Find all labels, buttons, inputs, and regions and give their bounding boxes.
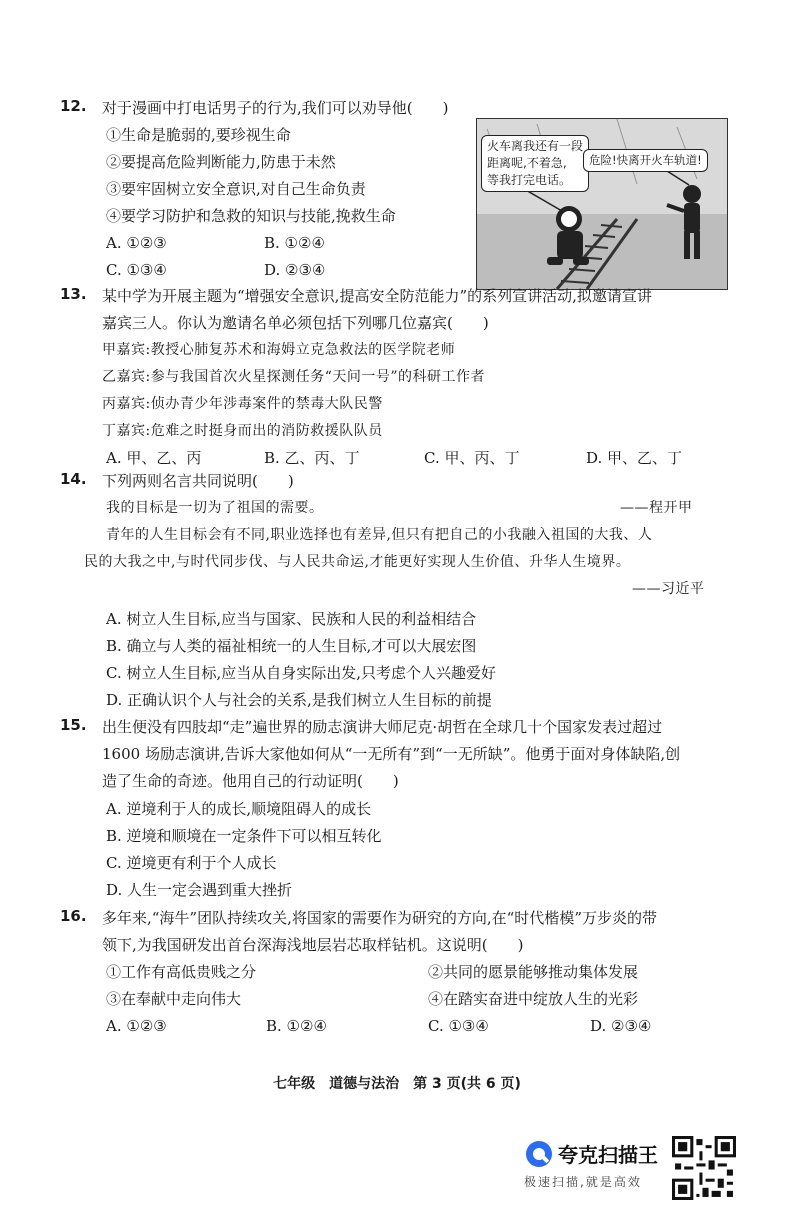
statement-item: ④在踏实奋进中绽放人生的光彩 xyxy=(428,990,639,1008)
guest-item: 丁嘉宾:危难之时挺身而出的消防救援队队员 xyxy=(102,423,383,439)
cartoon-illustration xyxy=(476,118,728,290)
statement-item: ②共同的愿景能够推动集体发展 xyxy=(428,963,639,981)
option-c: C. 逆境更有利于个人成长 xyxy=(106,854,277,872)
guest-item: 丙嘉宾:侦办青少年涉毒案件的禁毒大队民警 xyxy=(102,396,383,412)
question-number: 14. xyxy=(60,470,87,488)
statement-item: ①生命是脆弱的,要珍视生命 xyxy=(106,126,291,144)
question-stem: 出生便没有四肢却“走”遍世界的励志演讲大师尼克·胡哲在全球几十个国家发表过超过 xyxy=(102,718,663,736)
guest-item: 甲嘉宾:教授心肺复苏术和海姆立克急救法的医学院老师 xyxy=(102,342,456,358)
option-a: A. ①②③ xyxy=(106,1017,167,1035)
option-d: D. 甲、乙、丁 xyxy=(586,449,683,467)
question-stem: 1600 场励志演讲,告诉大家他如何从“一无所有”到“一无所缺”。他勇于面对身体缺陷,创 xyxy=(102,745,681,763)
brand-name: 夸克扫描王 xyxy=(558,1143,658,1167)
question-number: 12. xyxy=(60,97,87,115)
question-stem: 领下,为我国研发出首台深海浅地层岩芯取样钻机。这说明( ) xyxy=(102,936,524,954)
page-footer: 七年级 道德与法治 第 3 页(共 6 页) xyxy=(273,1076,521,1092)
option-b: B. ①②④ xyxy=(264,234,325,252)
question-stem: 下列两则名言共同说明( ) xyxy=(102,472,294,490)
qr-code-icon xyxy=(672,1136,736,1200)
option-b: B. ①②④ xyxy=(266,1017,327,1035)
speech-bubble-warning: 危险!快离开火车轨道! xyxy=(583,149,708,172)
quark-logo-icon xyxy=(524,1139,554,1169)
option-d: D. 正确认识个人与社会的关系,是我们树立人生目标的前提 xyxy=(106,691,492,709)
statement-item: ①工作有高低贵贱之分 xyxy=(106,963,257,981)
guest-item: 乙嘉宾:参与我国首次火星探测任务“天问一号”的科研工作者 xyxy=(102,369,486,385)
quote-author: ——习近平 xyxy=(632,581,705,597)
statement-item: ②要提高危险判断能力,防患于未然 xyxy=(106,153,336,171)
option-a: A. 逆境利于人的成长,顺境阻碍人的成长 xyxy=(106,800,372,818)
quote-text: 民的大我之中,与时代同步伐、与人民共命运,才能更好实现人生价值、升华人生境界。 xyxy=(84,554,631,570)
option-a: A. 甲、乙、丙 xyxy=(106,449,202,467)
option-d: D. ②③④ xyxy=(590,1017,652,1035)
option-c: C. 树立人生目标,应当从自身实际出发,只考虑个人兴趣爱好 xyxy=(106,664,497,682)
statement-item: ③在奉献中走向伟大 xyxy=(106,990,242,1008)
bubble-line: 火车离我还有一段 xyxy=(487,139,584,153)
question-stem: 多年来,“海牛”团队持续攻关,将国家的需要作为研究的方向,在“时代楷模”万步炎的带 xyxy=(102,909,657,927)
question-stem: 造了生命的奇迹。他用自己的行动证明( ) xyxy=(102,772,399,790)
question-stem: 嘉宾三人。你认为邀请名单必须包括下列哪几位嘉宾( ) xyxy=(102,314,489,332)
option-b: B. 乙、丙、丁 xyxy=(264,449,360,467)
bubble-line: 距离呢,不着急, xyxy=(487,156,567,170)
bubble-line: 等我打完电话。 xyxy=(487,173,572,187)
quote-text: 青年的人生目标会有不同,职业选择也有差异,但只有把自己的小我融入祖国的大我、人 xyxy=(106,527,653,543)
brand-slogan: 极速扫描,就是高效 xyxy=(524,1175,642,1189)
option-a: A. ①②③ xyxy=(106,234,167,252)
option-c: C. 甲、丙、丁 xyxy=(424,449,520,467)
option-d: D. ②③④ xyxy=(264,261,326,279)
statement-item: ④要学习防护和急救的知识与技能,挽救生命 xyxy=(106,207,396,225)
option-c: C. ①③④ xyxy=(106,261,167,279)
speech-bubble-caller xyxy=(481,135,589,192)
question-stem: 对于漫画中打电话男子的行为,我们可以劝导他( ) xyxy=(102,99,449,117)
option-d: D. 人生一定会遇到重大挫折 xyxy=(106,881,293,899)
quote-author: ——程开甲 xyxy=(620,500,693,516)
option-a: A. 树立人生目标,应当与国家、民族和人民的利益相结合 xyxy=(106,610,477,628)
question-stem: 某中学为开展主题为“增强安全意识,提高安全防范能力”的系列宣讲活动,拟邀请宣讲 xyxy=(102,287,652,305)
option-b: B. 确立与人类的福祉相统一的人生目标,才可以大展宏图 xyxy=(106,637,477,655)
question-number: 13. xyxy=(60,285,87,303)
scanner-watermark xyxy=(522,1137,672,1197)
option-b: B. 逆境和顺境在一定条件下可以相互转化 xyxy=(106,827,382,845)
statement-item: ③要牢固树立安全意识,对自己生命负责 xyxy=(106,180,366,198)
option-c: C. ①③④ xyxy=(428,1017,489,1035)
question-number: 15. xyxy=(60,716,87,734)
question-number: 16. xyxy=(60,907,87,925)
quote-text: 我的目标是一切为了祖国的需要。 xyxy=(106,500,324,516)
